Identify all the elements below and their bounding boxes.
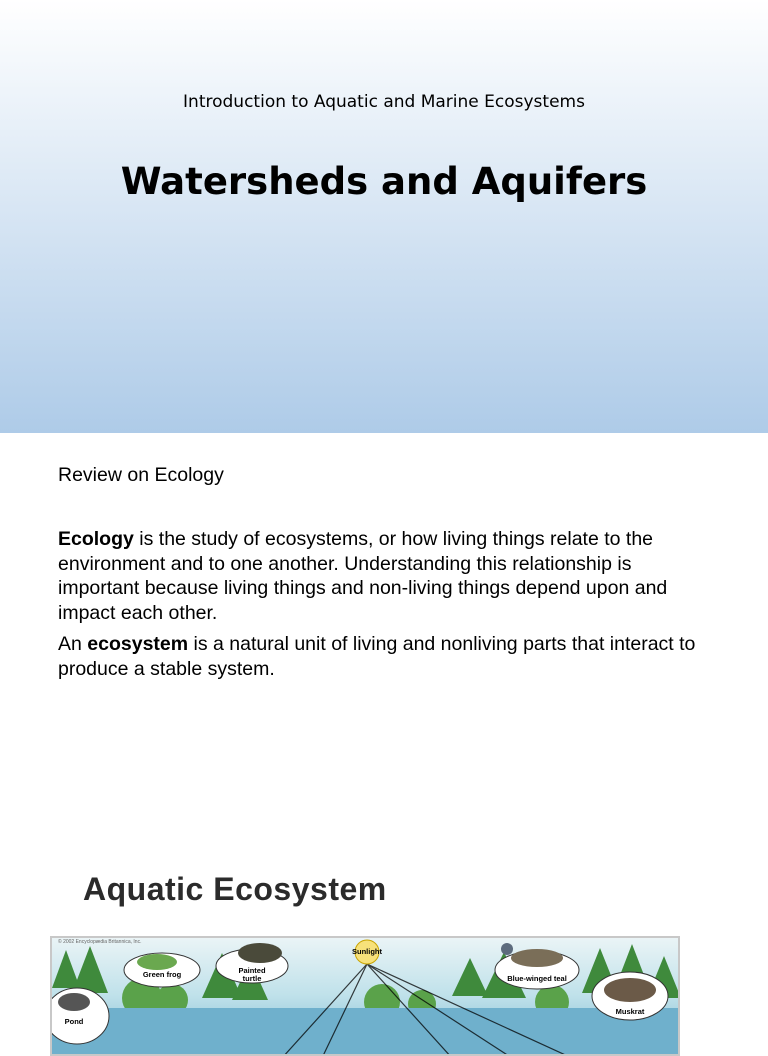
review-slide <box>0 433 768 1024</box>
label-blue-winged-teal: Blue-winged teal <box>507 974 567 983</box>
label-painted-turtle: Painted turtle <box>238 966 266 983</box>
slide-subtitle: Introduction to Aquatic and Marine Ecosystems <box>183 92 585 112</box>
muskrat-icon <box>604 978 656 1002</box>
snail-icon <box>58 993 90 1011</box>
slide-title: Watersheds and Aquifers <box>120 160 648 203</box>
ecology-term: Ecology <box>58 528 134 550</box>
aquatic-ecosystem-illustration <box>50 936 680 1056</box>
label-muskrat: Muskrat <box>615 1007 645 1016</box>
ecosystem-term: ecosystem <box>87 633 189 655</box>
ecology-definition: is the study of ecosystems, or how living things relate to the environment and to one another. Understanding this relationship is important because living things and non-living things depend upon and impact each other. <box>58 528 668 624</box>
turtle-icon <box>238 943 282 963</box>
ecosystem-lead: An <box>58 633 88 655</box>
frog-icon <box>137 954 177 970</box>
slide-heading: Review on Ecology <box>58 464 224 486</box>
ecosystem-definition: is a natural unit of living and nonliving parts that interact to produce a stable system. <box>58 633 696 680</box>
ecosystem-paragraph <box>58 632 718 681</box>
ecology-paragraph <box>58 527 718 625</box>
figure-caption: © 2002 Encyclopædia Britannica, Inc. <box>58 939 142 945</box>
label-green-frog: Green frog <box>142 970 182 979</box>
label-sunlight: Sunlight <box>352 947 382 956</box>
figure-title: Aquatic Ecosystem <box>83 871 387 907</box>
title-slide <box>0 0 768 433</box>
label-pond-snail: Pond <box>64 1017 84 1026</box>
